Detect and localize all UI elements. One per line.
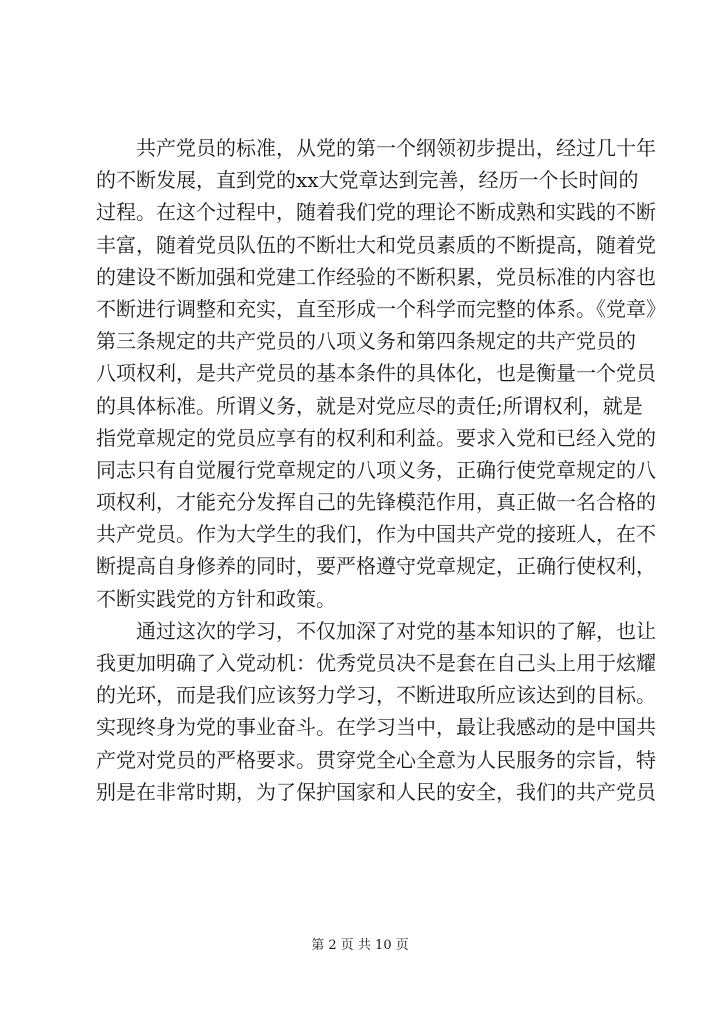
text-line: 过程。在这个过程中，随着我们党的理论不断成熟和实践的不断 bbox=[96, 200, 656, 225]
text-line: 项权利，才能充分发挥自己的先锋模范作用，真正做一名合格的 bbox=[96, 490, 656, 515]
text-line: 通过这次的学习，不仅加深了对党的基本知识的了解，也让 bbox=[136, 618, 656, 643]
text-line: 的光环，而是我们应该努力学习，不断进取所应该达到的目标。 bbox=[96, 683, 656, 708]
text-line: 不断实践党的方针和政策。 bbox=[96, 586, 336, 611]
text-line: 的建设不断加强和党建工作经验的不断积累，党员标准的内容也 bbox=[96, 264, 656, 289]
text-line: 丰富，随着党员队伍的不断壮大和党员素质的不断提高，随着党 bbox=[96, 232, 656, 257]
text-line: 实现终身为党的事业奋斗。在学习当中，最让我感动的是中国共 bbox=[96, 715, 656, 740]
text-line: 共产党员的标准，从党的第一个纲领初步提出，经过几十年 bbox=[136, 136, 656, 160]
document-body bbox=[96, 132, 666, 808]
paragraph-1 bbox=[96, 132, 666, 615]
text-line: 指党章规定的党员应享有的权利和利益。要求入党和已经入党的 bbox=[96, 425, 656, 450]
text-line: 产党对党员的严格要求。贯穿党全心全意为人民服务的宗旨，特 bbox=[96, 747, 656, 772]
text-line: 我更加明确了入党动机：优秀党员决不是套在自己头上用于炫耀 bbox=[96, 651, 656, 675]
text-line: 同志只有自觉履行党章规定的八项义务，正确行使党章规定的八 bbox=[96, 457, 656, 482]
text-line: 的具体标准。所谓义务，就是对党应尽的责任;所谓权利，就是 bbox=[96, 393, 643, 418]
text-line: 别是在非常时期，为了保护国家和人民的安全，我们的共产党员 bbox=[96, 779, 656, 804]
paragraph-2 bbox=[96, 615, 656, 808]
text-line: 的不断发展，直到党的xx大党章达到完善，经历一个长时间的 bbox=[96, 168, 639, 193]
text-line: 第三条规定的共产党员的八项义务和第四条规定的共产党员的 bbox=[96, 329, 636, 354]
text-line: 断提高自身修养的同时，要严格遵守党章规定，正确行使权利， bbox=[96, 554, 656, 579]
text-line: 八项权利，是共产党员的基本条件的具体化，也是衡量一个党员 bbox=[96, 361, 656, 386]
text-line: 不断进行调整和充实，直至形成一个科学而完整的体系。《党章》 bbox=[96, 296, 666, 321]
text-line: 共产党员。作为大学生的我们，作为中国共产党的接班人，在不 bbox=[96, 522, 656, 547]
page-number-footer: 第 2 页 共 10 页 bbox=[311, 938, 409, 953]
